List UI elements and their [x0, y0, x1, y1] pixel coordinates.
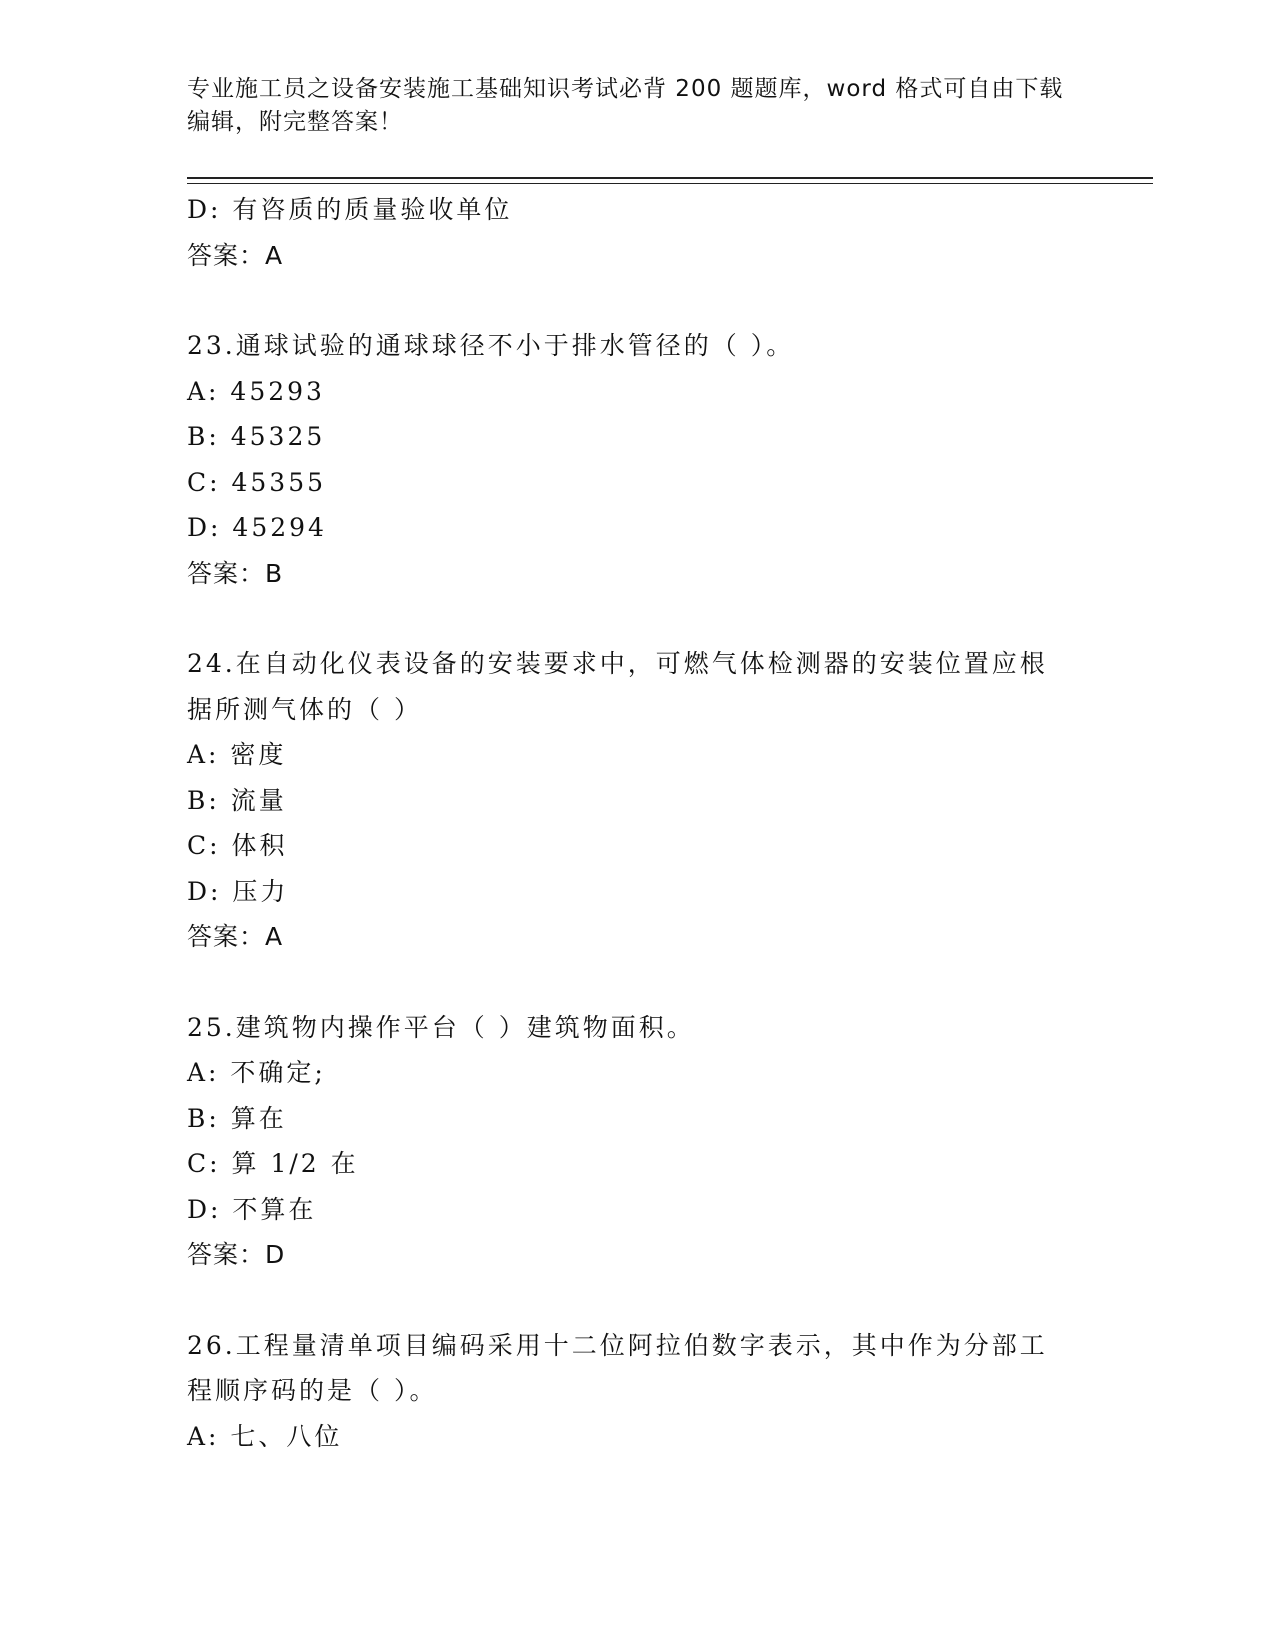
spacer [187, 960, 1087, 1005]
question-24 [187, 641, 1087, 960]
option-b: B: 算在 [187, 1103, 287, 1133]
header-divider-thin [187, 183, 1153, 184]
answer-line: 答案：D [187, 1240, 286, 1269]
header-title-line-1: 专业施工员之设备安装施工基础知识考试必背 200 题题库，word 格式可自由下载 [187, 76, 1064, 102]
option-c: C: 算 1/2 在 [187, 1149, 359, 1178]
spacer [187, 278, 1087, 323]
header-title-line-2: 编辑，附完整答案！ [187, 109, 403, 135]
option-d: D: 不算在 [187, 1194, 317, 1224]
header-divider-thick [187, 177, 1153, 179]
question-text-line-1: 24.在自动化仪表设备的安装要求中，可燃气体检测器的安装位置应根 [187, 649, 1048, 678]
question-26 [187, 1323, 1087, 1460]
question-25 [187, 1005, 1087, 1278]
option-c: C: 45355 [187, 467, 327, 497]
document-header [187, 73, 1067, 139]
answer-line: 答案：A [187, 922, 284, 951]
question-text: 25.建筑物内操作平台（ ）建筑物面积。 [187, 1012, 695, 1042]
spacer [187, 596, 1087, 641]
option-a: A: 45293 [187, 376, 325, 406]
option-a: A: 密度 [187, 740, 287, 769]
option-c: C: 体积 [187, 831, 288, 860]
spacer [187, 1278, 1087, 1323]
option-b: B: 流量 [187, 785, 287, 815]
question-text-line-1: 26.工程量清单项目编码采用十二位阿拉伯数字表示，其中作为分部工 [187, 1330, 1048, 1360]
option-d: D: 有咨质的质量验收单位 [187, 195, 513, 224]
option-d: D: 压力 [187, 876, 289, 906]
question-text-line-2: 据所测气体的（ ） [187, 694, 422, 724]
answer-line: 答案：B [187, 558, 284, 588]
option-a: A: 不确定; [187, 1058, 326, 1087]
option-b: B: 45325 [187, 422, 326, 451]
question-list [187, 187, 1087, 1459]
question-text: 23.通球试验的通球球径不小于排水管径的（ ）。 [187, 331, 795, 360]
question-23 [187, 323, 1087, 596]
answer-line: 答案：A [187, 240, 284, 270]
option-d: D: 45294 [187, 513, 327, 542]
question-text-line-2: 程顺序码的是（ ）。 [187, 1376, 438, 1405]
option-a: A: 七、八位 [187, 1421, 343, 1451]
question-22 [187, 187, 1087, 278]
